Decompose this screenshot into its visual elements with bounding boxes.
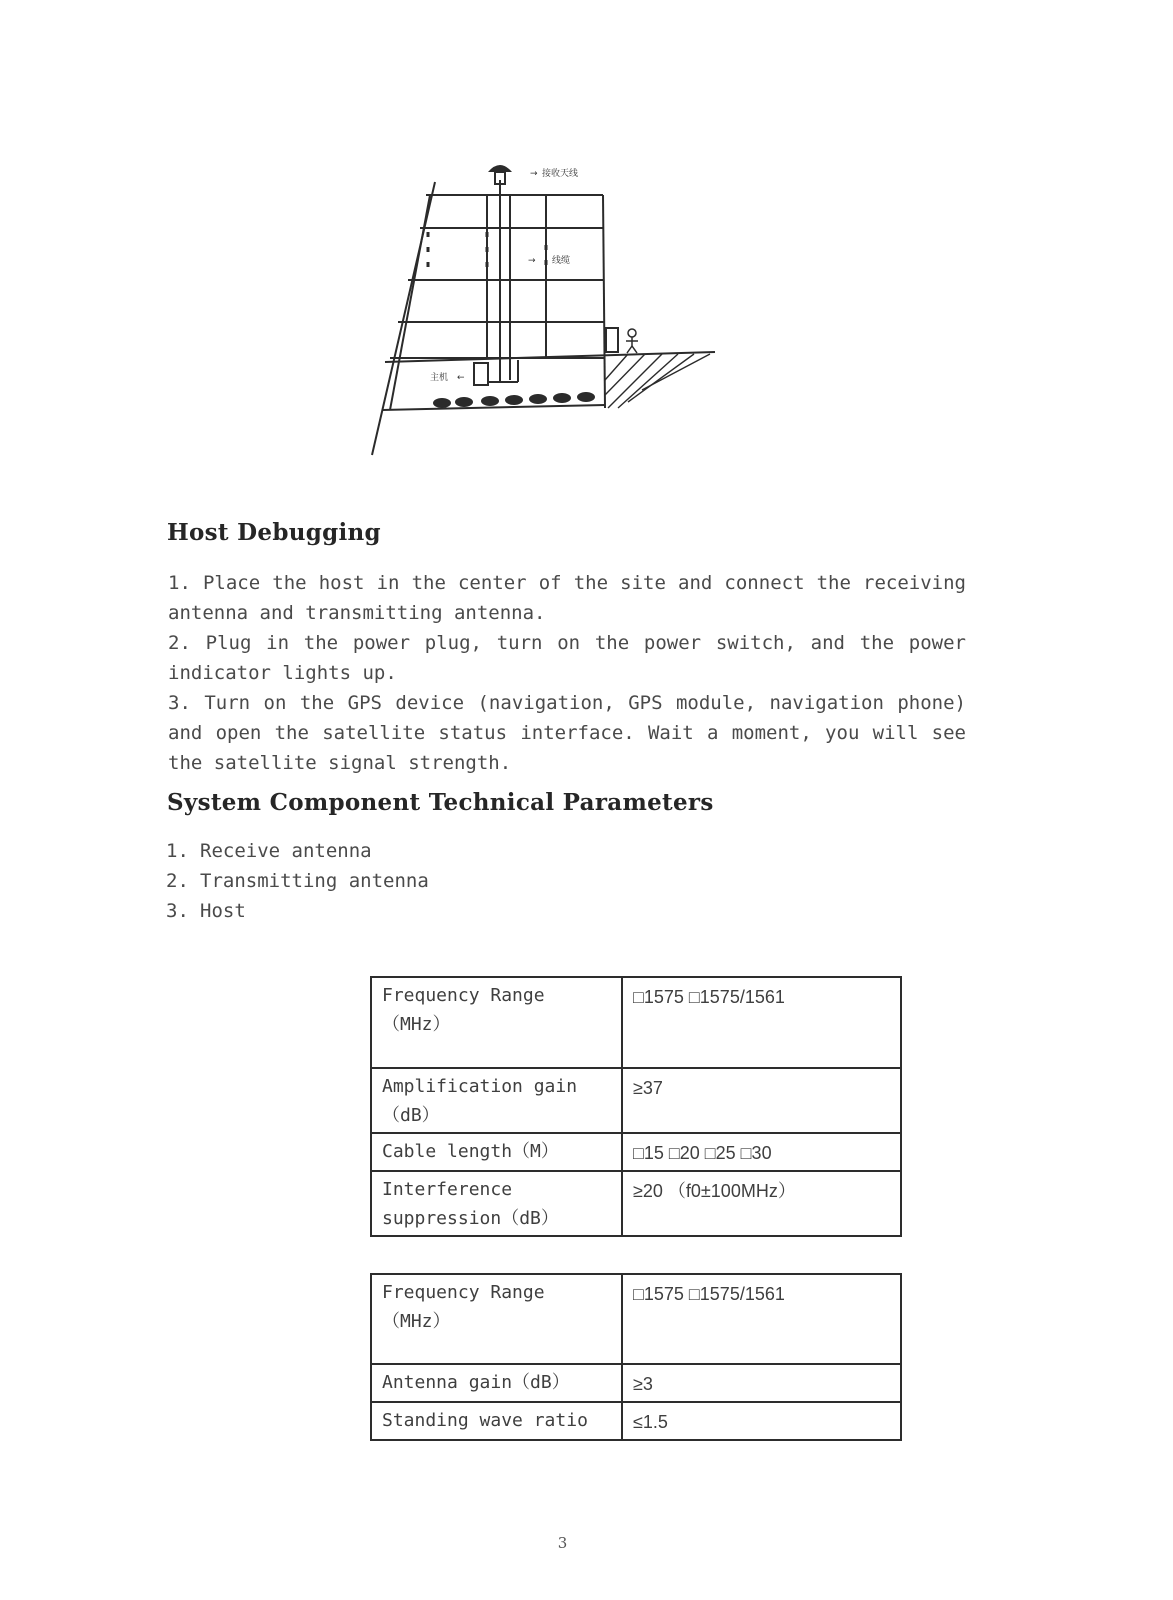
- step-1: 1. Place the host in the center of the site and connect the receiving antenna and transmitting antenna.: [168, 572, 966, 624]
- table-row: [371, 1133, 901, 1171]
- table-row: [371, 1274, 901, 1364]
- step-2: 2. Plug in the power plug, turn on the power switch, and the power indicator lights up.: [168, 632, 966, 684]
- antenna-label: 接收天线: [542, 169, 579, 179]
- param-value: ≥20 （f0±100MHz）: [622, 1171, 901, 1236]
- svg-text:←: ←: [457, 373, 465, 383]
- param-label: Antenna gain（dB）: [371, 1364, 622, 1402]
- param-value: ≥37: [622, 1068, 901, 1133]
- table-row: [371, 977, 901, 1068]
- page-number: 3: [557, 1534, 568, 1552]
- param-label: Cable length（M）: [371, 1133, 622, 1171]
- param-label: Frequency Range （MHz）: [371, 977, 622, 1068]
- param-value: □1575 □1575/1561: [622, 1274, 901, 1364]
- table-row: [371, 1364, 901, 1402]
- list-item: 1. Receive antenna: [166, 840, 372, 862]
- host-debugging-steps: [168, 568, 966, 778]
- section-title-host-debugging: Host Debugging: [167, 519, 381, 546]
- host-box-icon: [474, 360, 518, 385]
- param-label: Frequency Range （MHz）: [371, 1274, 622, 1364]
- list-item: 3. Host: [166, 900, 246, 922]
- amplifier-spec-table: [370, 976, 902, 1237]
- person-icon: [626, 329, 638, 353]
- cable-label: 线缆: [552, 256, 571, 266]
- installation-diagram: [360, 150, 730, 460]
- step-3: 3. Turn on the GPS device (navigation, GPS module, navigation phone) and open the satellite status interface. Wait a moment, you will see the satellite signal strength.: [168, 692, 966, 774]
- param-label: Standing wave ratio: [371, 1402, 622, 1440]
- table-row: [371, 1402, 901, 1440]
- section-title-technical-parameters: System Component Technical Parameters: [167, 789, 714, 816]
- ground-hatch: [605, 354, 710, 408]
- param-label: Amplification gain （dB）: [371, 1068, 622, 1133]
- table-row: [371, 1171, 901, 1236]
- table-row: [371, 1068, 901, 1133]
- component-list: [166, 836, 429, 926]
- svg-text:→: →: [528, 256, 536, 266]
- param-value: ≤1.5: [622, 1402, 901, 1440]
- antenna-spec-table: [370, 1273, 902, 1441]
- host-label: 主机: [430, 373, 449, 383]
- svg-text:→: →: [530, 169, 538, 179]
- param-value: □1575 □1575/1561: [622, 977, 901, 1068]
- param-value: ≥3: [622, 1364, 901, 1402]
- param-value: □15 □20 □25 □30: [622, 1133, 901, 1171]
- list-item: 2. Transmitting antenna: [166, 870, 429, 892]
- param-label: Interference suppression（dB）: [371, 1171, 622, 1236]
